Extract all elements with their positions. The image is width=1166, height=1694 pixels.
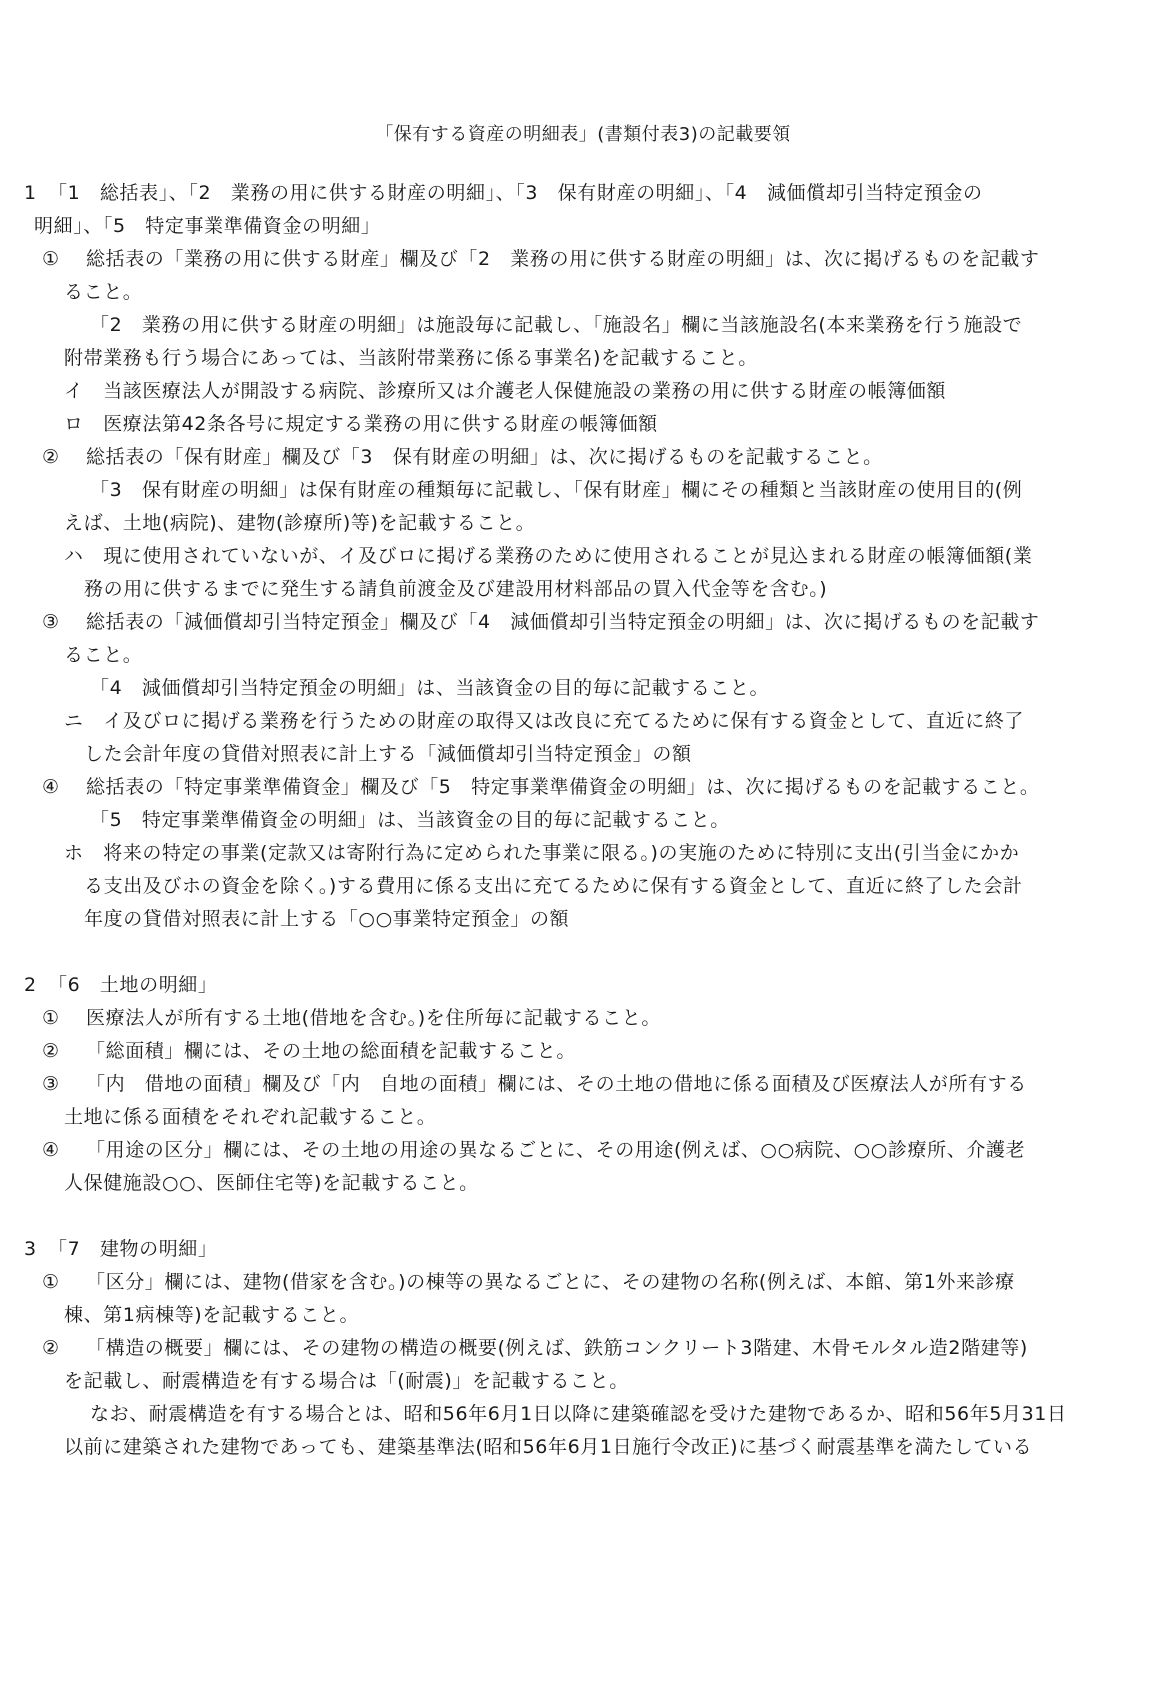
section-3-item-2-line-2: を記載し、耐震構造を有する場合は「(耐震)」を記載すること。 xyxy=(64,1370,629,1392)
section-1-sub-ho-line-3: 年度の貸借対照表に計上する「○○事業特定預金」の額 xyxy=(84,908,570,930)
section-1-item-1-note-line-1: 「2 業務の用に供する財産の明細」は施設毎に記載し、「施設名」欄に当該施設名(本来業務を行う施設で xyxy=(90,314,1023,336)
document-title: 「保有する資産の明細表」(書類付表3)の記載要領 xyxy=(375,124,791,145)
section-1-heading-line-2: 明細」、「5 特定事業準備資金の明細」 xyxy=(34,215,381,237)
section-1-item-2-marker: ② xyxy=(42,446,60,468)
section-1-item-3-line-1: 総括表の「減価償却引当特定預金」欄及び「4 減価償却引当特定預金の明細」は、次に掲げるものを記載す xyxy=(86,611,1040,633)
section-3-heading: 「7 建物の明細」 xyxy=(48,1238,218,1260)
section-1-item-2-note-line-2: えば、土地(病院)、建物(診療所)等)を記載すること。 xyxy=(64,512,536,534)
section-1-item-2-note-line-1: 「3 保有財産の明細」は保有財産の種類毎に記載し、「保有財産」欄にその種類と当該財産の使用目的(例 xyxy=(90,479,1023,501)
section-3-item-1-line-1: 「区分」欄には、建物(借家を含む。)の棟等の異なるごとに、その建物の名称(例えば、本館、第1外来診療 xyxy=(86,1271,1015,1293)
section-1-item-1-note-line-2: 附帯業務も行う場合にあっては、当該附帯業務に係る事業名)を記載すること。 xyxy=(64,347,758,369)
section-3-item-2-line-1: 「構造の概要」欄には、その建物の構造の概要(例えば、鉄筋コンクリート3階建、木骨モルタル造2階建等) xyxy=(86,1337,1028,1359)
section-1-item-3-marker: ③ xyxy=(42,611,60,633)
section-1-item-2-line-1: 総括表の「保有財産」欄及び「3 保有財産の明細」は、次に掲げるものを記載すること。 xyxy=(86,446,883,468)
section-2-item-3-line-1: 「内 借地の面積」欄及び「内 自地の面積」欄には、その土地の借地に係る面積及び医療法人が所有する xyxy=(86,1073,1027,1095)
section-2-item-2-line-1: 「総面積」欄には、その土地の総面積を記載すること。 xyxy=(86,1040,577,1062)
section-1-sub-ni-line-1: ニ イ及びロに掲げる業務を行うための財産の取得又は改良に充てるために保有する資金として、直近に終了 xyxy=(64,710,1025,732)
section-1-item-1-line-2: ること。 xyxy=(64,281,143,303)
section-2-item-3-marker: ③ xyxy=(42,1073,60,1095)
section-3-item-2-note-line-2: 以前に建築された建物であっても、建築基準法(昭和56年6月1日施行令改正)に基づく耐震基準を満たしている xyxy=(64,1436,1033,1458)
section-1-item-1-marker: ① xyxy=(42,248,60,270)
section-2-item-2-marker: ② xyxy=(42,1040,60,1062)
section-1-sub-ni-line-2: した会計年度の貸借対照表に計上する「減価償却引当特定預金」の額 xyxy=(84,743,692,765)
section-1-sub-ha-line-1: ハ 現に使用されていないが、イ及びロに掲げる業務のために使用されることが見込まれる財産の帳簿価額(業 xyxy=(64,545,1033,567)
section-1-sub-ho-line-2: る支出及びホの資金を除く。)する費用に係る支出に充てるために保有する資金として、直近に終了した会計 xyxy=(84,875,1023,897)
section-1-item-1-line-1: 総括表の「業務の用に供する財産」欄及び「2 業務の用に供する財産の明細」は、次に掲げるものを記載す xyxy=(86,248,1040,270)
section-2-item-1-marker: ① xyxy=(42,1007,60,1029)
section-1-sub-i: イ 当該医療法人が開設する病院、診療所又は介護老人保健施設の業務の用に供する財産の帳簿価額 xyxy=(64,380,947,402)
section-1-item-4-line-1: 総括表の「特定事業準備資金」欄及び「5 特定事業準備資金の明細」は、次に掲げるものを記載すること。 xyxy=(86,776,1040,798)
section-3-item-1-marker: ① xyxy=(42,1271,60,1293)
section-1-item-3-line-2: ること。 xyxy=(64,644,143,666)
section-1-sub-ro: ロ 医療法第42条各号に規定する業務の用に供する財産の帳簿価額 xyxy=(64,413,658,435)
section-2-item-3-line-2: 土地に係る面積をそれぞれ記載すること。 xyxy=(64,1106,437,1128)
section-1-item-3-note-line-1: 「4 減価償却引当特定預金の明細」は、当該資金の目的毎に記載すること。 xyxy=(90,677,770,699)
section-1-item-4-note-line-1: 「5 特定事業準備資金の明細」は、当該資金の目的毎に記載すること。 xyxy=(90,809,730,831)
section-1-number: 1 xyxy=(24,182,37,204)
section-2-number: 2 xyxy=(24,974,37,996)
section-1-sub-ho-line-1: ホ 将来の特定の事業(定款又は寄附行為に定められた事業に限る。)の実施のために特別に支出(引当金にかか xyxy=(64,842,1020,864)
section-2-item-1-line-1: 医療法人が所有する土地(借地を含む。)を住所毎に記載すること。 xyxy=(86,1007,661,1029)
section-3-number: 3 xyxy=(24,1238,37,1260)
section-2-heading: 「6 土地の明細」 xyxy=(48,974,218,996)
section-3-item-2-note-line-1: なお、耐震構造を有する場合とは、昭和56年6月1日以降に建築確認を受けた建物であるか、昭和56年5月31日 xyxy=(90,1403,1067,1425)
section-1-item-4-marker: ④ xyxy=(42,776,60,798)
section-3-item-1-line-2: 棟、第1病棟等)を記載すること。 xyxy=(64,1304,360,1326)
section-1-heading-line-1: 「1 総括表」、「2 業務の用に供する財産の明細」、「3 保有財産の明細」、「4 減価償却引当特定預金の xyxy=(48,182,983,204)
section-2-item-4-marker: ④ xyxy=(42,1139,60,1161)
section-2-item-4-line-2: 人保健施設○○、医師住宅等)を記載すること。 xyxy=(64,1172,479,1194)
section-1-sub-ha-line-2: 務の用に供するまでに発生する請負前渡金及び建設用材料部品の買入代金等を含む。) xyxy=(84,578,828,600)
section-3-item-2-marker: ② xyxy=(42,1337,60,1359)
section-2-item-4-line-1: 「用途の区分」欄には、その土地の用途の異なるごとに、その用途(例えば、○○病院、○○診療所、介護老 xyxy=(86,1139,1026,1161)
